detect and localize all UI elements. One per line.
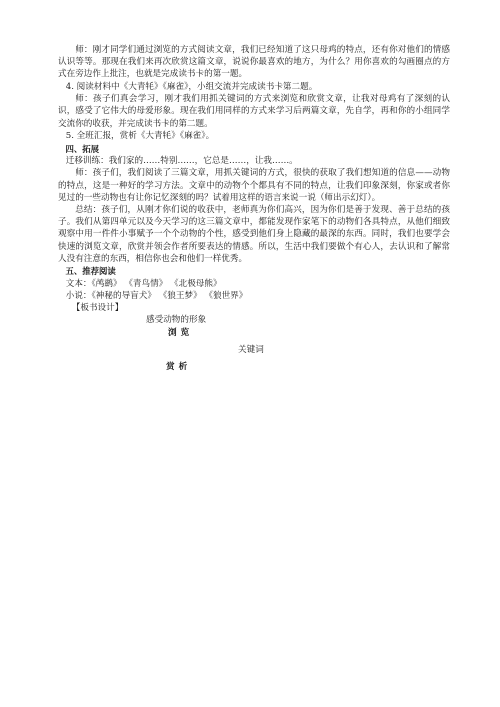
reading-list-novels: 小说：《神秘的导盲犬》 《狼王梦》 《狼世界》 [65, 290, 248, 301]
paragraph-teacher-keywords: 师：孩子们真会学习，刚才我们用抓关键词的方式来浏览和欣赏文章，让我对母鸡有了深刻的认识，感受了它伟大的母爱形象。现在我们用同样的方式来学习后两篇文章，先自学，再和你的小组同学交流你的收获，并完成读书卡的第二题。 [58, 94, 450, 129]
section-heading-recommended-reading: 五、推荐阅读 [65, 266, 116, 277]
paragraph-step-4: 4. 阅读材料中《大青牦》《麻雀》，小组交流并完成读书卡第二题。 [65, 81, 318, 92]
paragraph-teacher-summary: 师：孩子们，我们阅读了三篇文章，用抓关键词的方式，很快的获取了我们想知道的信息——动物的特点，这是一种好的学习方法。文章中的动物个个都具有不同的特点，让我们印象深刻，你家或者你见过的一些动物也有让你记忆深刻的吗？试着用这样的语言来说一说（师出示幻灯）。 [58, 168, 450, 203]
board-design-title: 【板书设计】 [71, 302, 124, 313]
board-keyword: 关键词 [238, 345, 264, 356]
board-theme: 感受动物的形象 [146, 315, 207, 326]
paragraph-conclusion: 总结：孩子们，从刚才你们说的收获中，老师真为你们高兴，因为你们是善于发现、善于总结的孩子。我们从第四单元以及今天学习的这三篇文章中，都能发现作家笔下的动物们各具特点，从他们细致观察中用一件件小事赋予一个个动物的个性，感受到他们身上隐藏的最深的东西。同时，我们也要学会快速的浏览文章，欣赏并领会作者所要表达的情感。所以，生活中我们要做个有心人，去认识和了解常人没有注意的东西，相信你也会和他们一样优秀。 [58, 205, 450, 264]
board-appreciate: 赏析 [166, 362, 192, 373]
document-body [58, 44, 450, 374]
board-design [58, 314, 450, 374]
paragraph-teacher-browse: 师：刚才同学们通过浏览的方式阅读文章，我们已经知道了这只母鸡的特点，还有你对他们的情感认识等等。那现在我们来再次欣赏这篇文章，说说你最喜欢的地方，为什么？用你喜欢的勾画圈点的方式在旁边作上批注，也就是完成读书卡的第一题。 [58, 45, 450, 80]
reading-list-articles: 文本：《鸬鹚》 《青鸟情》 《北极母熊》 [65, 278, 222, 289]
paragraph-step-5: 5. 全班汇报，赏析《大青牦》《麻雀》。 [65, 131, 215, 142]
board-browse: 浏览 [168, 328, 194, 339]
section-heading-extension: 四、拓展 [65, 143, 100, 154]
transfer-exercise: 迁移训练：我们家的……特别……，它总是……，让我……。 [65, 156, 298, 167]
